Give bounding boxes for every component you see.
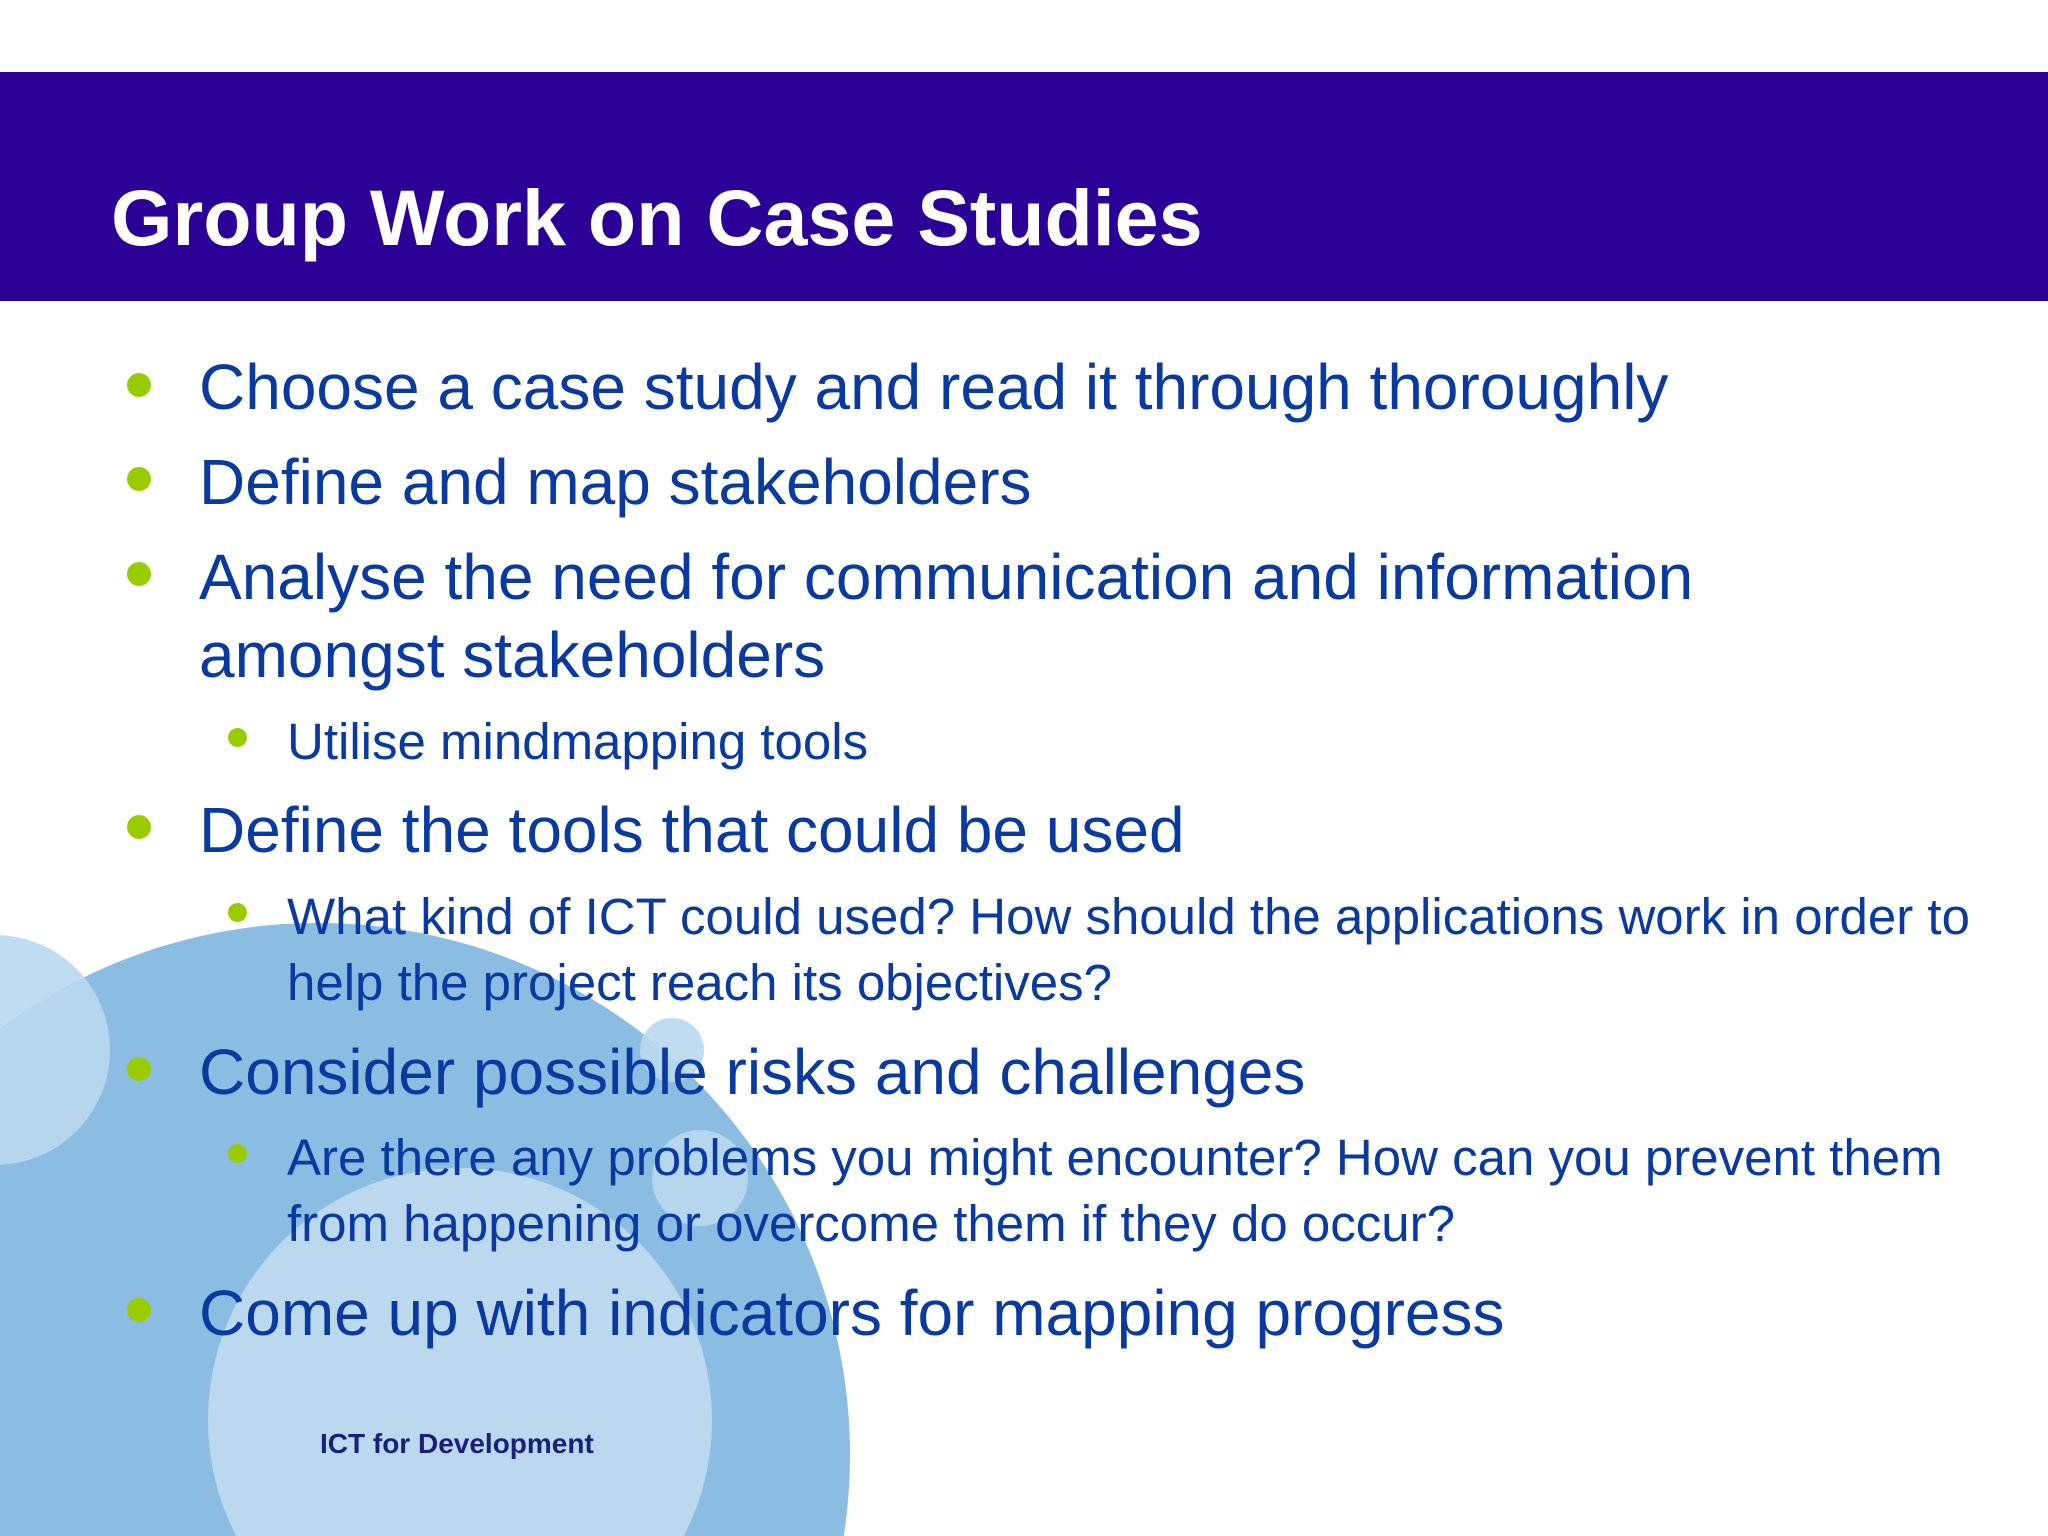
bullet-icon — [127, 467, 151, 491]
bullet-icon — [127, 373, 151, 397]
bullet-icon — [127, 1057, 151, 1081]
slide-title: Group Work on Case Studies — [111, 173, 1203, 262]
bullet-item-2: Define and map stakeholders — [199, 446, 1032, 518]
sub-bullet-icon — [228, 728, 247, 747]
bullet-item-1: Choose a case study and read it through thoroughly — [199, 351, 1669, 423]
bullet-icon — [127, 1298, 151, 1322]
bullet-icon — [127, 815, 151, 839]
sub-bullet-icon — [228, 903, 247, 922]
sub-bullet-icon — [228, 1144, 247, 1163]
footer-text: ICT for Development — [320, 1428, 594, 1459]
bullet-item-4: Define the tools that could be used — [199, 794, 1185, 866]
bullet-item-5: Consider possible risks and challenges — [199, 1036, 1306, 1108]
bullet-item-3: Analyse the need for communication and information amongst stakeholders — [199, 541, 1694, 691]
sub-bullet-item-1: Utilise mindmapping tools — [287, 713, 869, 770]
bullet-icon — [127, 562, 151, 586]
sub-bullet-item-3: Are there any problems you might encounter? How can you prevent them from happening or overcome them if they do occur? — [287, 1129, 1943, 1252]
bullet-item-6: Come up with indicators for mapping progress — [199, 1277, 1505, 1349]
sub-bullet-item-2: What kind of ICT could used? How should the applications work in order to help the project reach its objectives? — [287, 888, 1970, 1011]
